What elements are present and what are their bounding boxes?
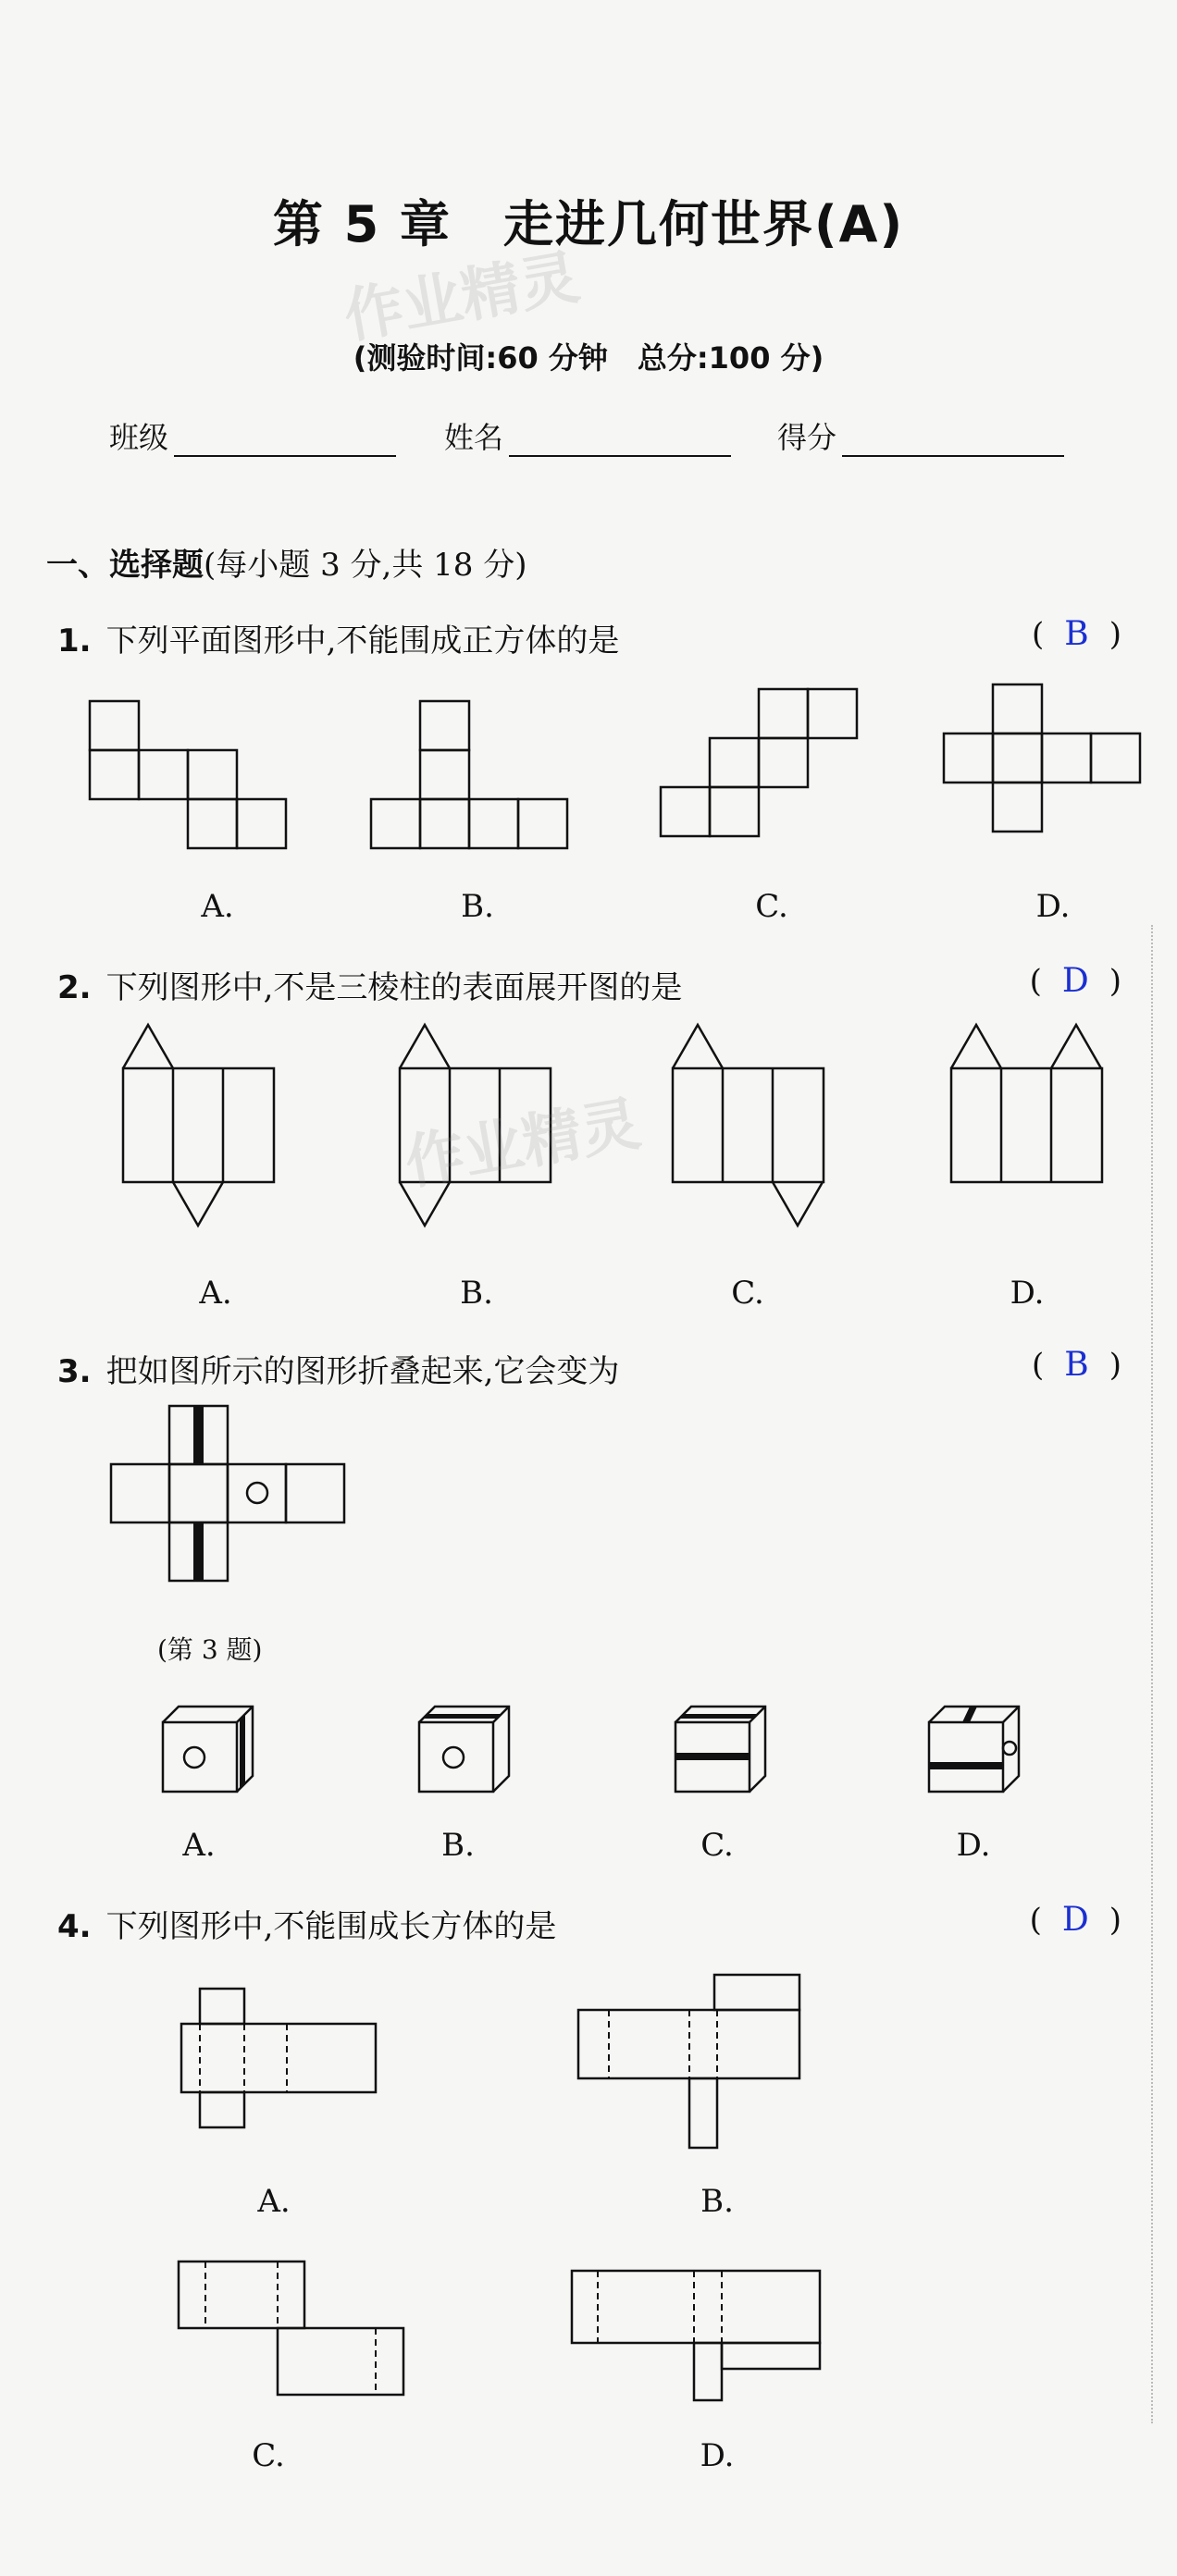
q2-option-a[interactable]: A.	[199, 1275, 232, 1312]
q3-option-a[interactable]: A.	[182, 1827, 216, 1864]
figure-caption-3: (第 3 题)	[157, 1634, 263, 1665]
class-label: 班级	[109, 420, 169, 455]
q2-option-c[interactable]: C.	[731, 1275, 764, 1312]
answer-3: ( B )	[1032, 1346, 1121, 1384]
question-2: 2. 下列图形中,不是三棱柱的表面展开图的是	[57, 969, 683, 1006]
q2-option-d[interactable]: D.	[1010, 1275, 1045, 1312]
binding-margin-line	[1151, 925, 1153, 2423]
score-label: 得分	[777, 420, 837, 455]
name-label: 姓名	[444, 420, 504, 455]
q4-option-c[interactable]: C.	[252, 2437, 285, 2474]
watermark: 作业精灵	[339, 243, 585, 352]
q2-option-b[interactable]: B.	[460, 1275, 493, 1312]
page-title: 第 5 章 走进几何世界(A)	[272, 195, 905, 253]
q4-option-b[interactable]: B.	[700, 2183, 734, 2220]
section-heading: 一、选择题(每小题 3 分,共 18 分)	[46, 547, 527, 584]
question-1: 1. 下列平面图形中,不能围成正方体的是	[57, 622, 620, 659]
question-4: 4. 下列图形中,不能围成长方体的是	[57, 1908, 557, 1945]
answer-1: ( B )	[1032, 615, 1121, 653]
q1-option-a[interactable]: A.	[201, 888, 234, 925]
test-info: (测验时间:60 分钟 总分:100 分)	[353, 340, 824, 376]
answer-2: ( D )	[1029, 962, 1121, 1000]
answer-4: ( D )	[1029, 1901, 1121, 1939]
q3-option-c[interactable]: C.	[700, 1827, 734, 1864]
q1-option-b[interactable]: B.	[461, 888, 494, 925]
q3-option-d[interactable]: D.	[956, 1827, 991, 1864]
q3-option-b[interactable]: B.	[441, 1827, 475, 1864]
question-3: 3. 把如图所示的图形折叠起来,它会变为	[57, 1353, 620, 1390]
q1-option-d[interactable]: D.	[1035, 888, 1071, 925]
q1-option-c[interactable]: C.	[755, 888, 788, 925]
q4-option-d[interactable]: D.	[700, 2437, 735, 2474]
q4-option-a[interactable]: A.	[257, 2183, 291, 2220]
watermark-2: 作业精灵	[400, 1090, 646, 1199]
